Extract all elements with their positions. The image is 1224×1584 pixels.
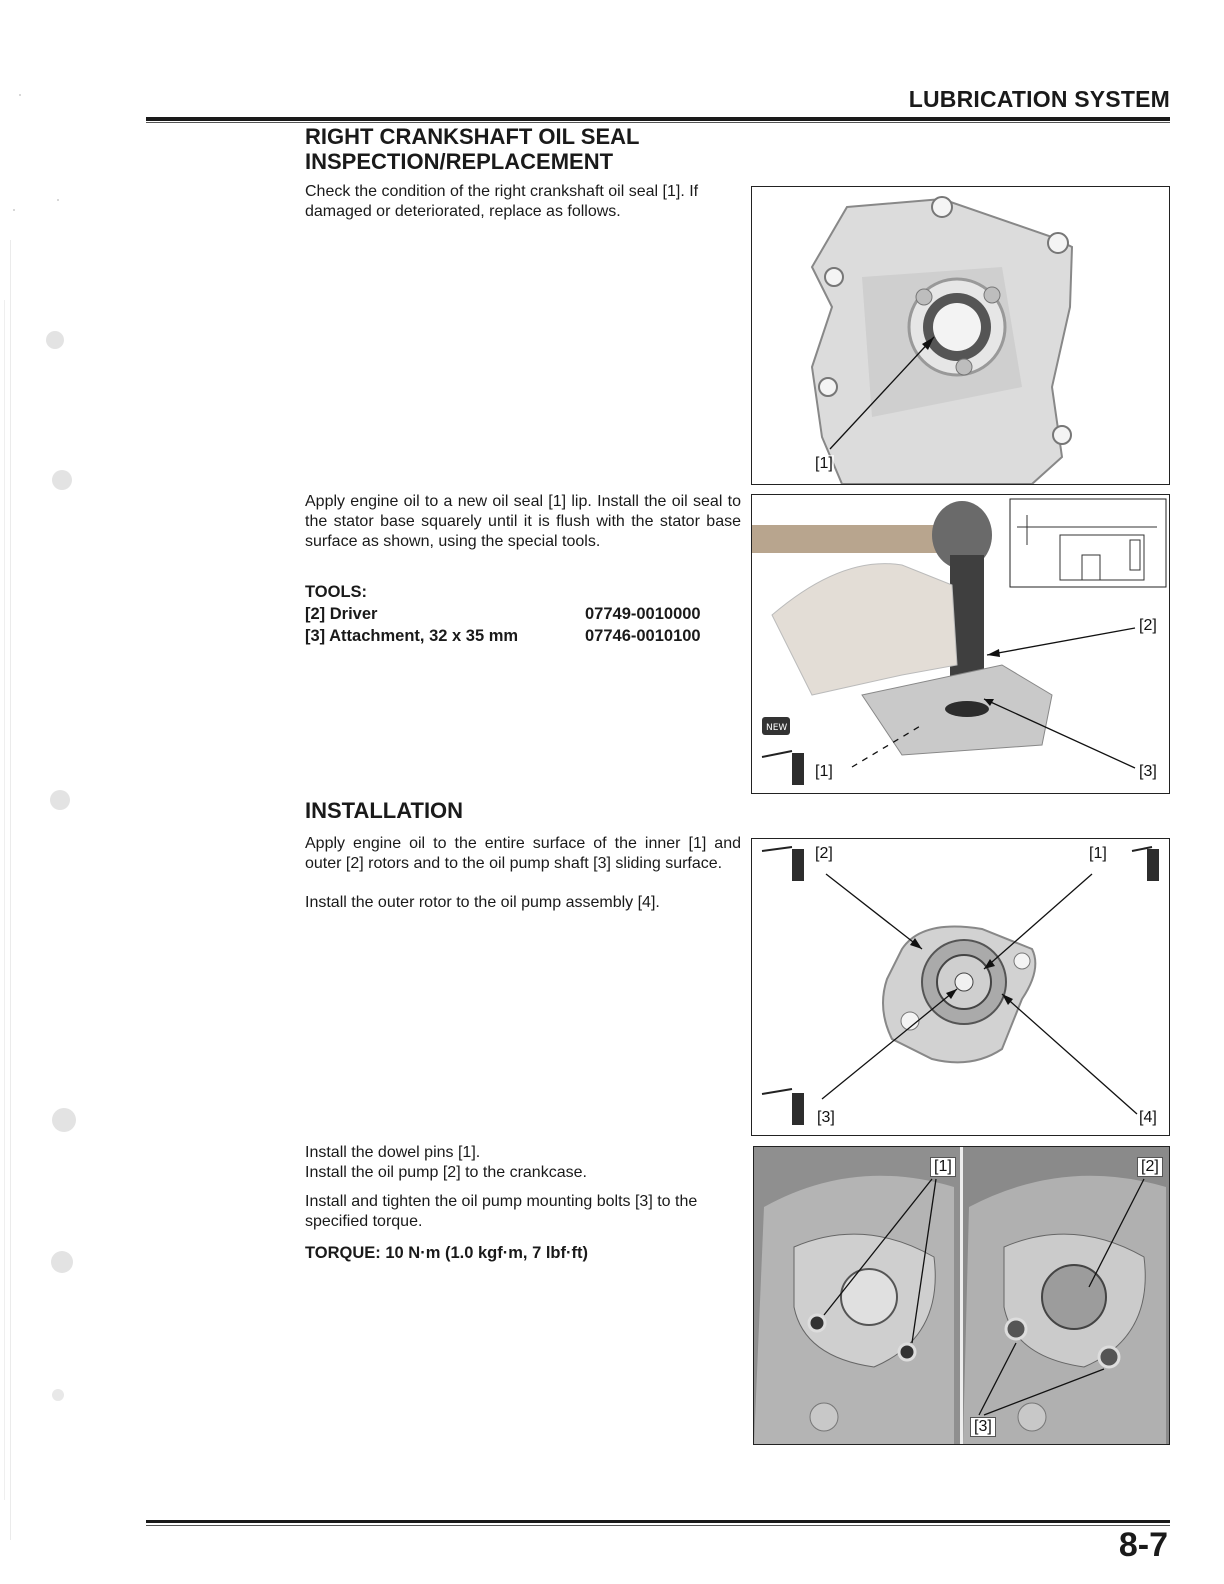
outer-rotor-paragraph: Install the outer rotor to the oil pump assembly [4].	[305, 894, 660, 911]
tool-number: 07746-0010100	[585, 627, 701, 645]
callout-label: [1]	[815, 455, 833, 472]
rotor-oil-paragraph: Apply engine oil to the entire surface of the inner [1] and outer [2] rotors and to the oil pump shaft [3] sliding surface.	[305, 835, 741, 872]
page-number: 8-7	[1118, 1526, 1168, 1564]
seal-title-line2: INSPECTION/REPLACEMENT	[305, 149, 614, 174]
figure-oil-pump-crankcase	[753, 1146, 1170, 1445]
header-rule-thin	[146, 122, 1170, 123]
scan-margin-noise	[0, 0, 100, 1584]
crankcase-illustration	[754, 1147, 1169, 1444]
installation-title: INSTALLATION	[305, 798, 464, 823]
footer-rule	[146, 1520, 1170, 1523]
torque-spec: TORQUE: 10 N·m (1.0 kgf·m, 7 lbf·ft)	[305, 1244, 588, 1262]
callout-label: [2]	[1137, 1157, 1163, 1177]
callout-label: [2]	[1139, 617, 1157, 634]
tool-row	[305, 605, 725, 624]
seal-driver-illustration	[752, 495, 1169, 793]
header-rule	[146, 117, 1170, 121]
tool-number: 07749-0010000	[585, 605, 701, 623]
seal-check-paragraph: Check the condition of the right crankshaft oil seal [1]. If damaged or deteriorated, replace as follows.	[305, 183, 699, 220]
callout-label: [1]	[1089, 845, 1107, 862]
seal-section-title	[305, 124, 639, 174]
tools-heading: TOOLS:	[305, 583, 368, 601]
footer-rule-thin	[146, 1525, 1170, 1526]
figure-seal-driver	[751, 494, 1170, 794]
figure-stator-base	[751, 186, 1170, 485]
callout-label: [2]	[815, 845, 833, 862]
dowel-pins-paragraph: Install the dowel pins [1].	[305, 1144, 481, 1161]
tool-name: [2] Driver	[305, 605, 378, 623]
tool-name: [3] Attachment, 32 x 35 mm	[305, 627, 519, 645]
callout-label: [3]	[970, 1417, 996, 1437]
new-mark: NEW	[766, 723, 788, 733]
tool-row	[305, 627, 725, 646]
callout-label: [4]	[1139, 1109, 1157, 1126]
bolts-paragraph: Install and tighten the oil pump mounting bolts [3] to the specified torque.	[305, 1193, 698, 1230]
callout-label: [1]	[815, 763, 833, 780]
seal-install-paragraph: Apply engine oil to a new oil seal [1] lip. Install the oil seal to the stator base squarely until it is flush with the stator base surface as shown, using the special tools.	[305, 493, 741, 550]
callout-label: [3]	[817, 1109, 835, 1126]
callout-label: [3]	[1139, 763, 1157, 780]
callout-label: [1]	[930, 1157, 956, 1177]
oil-pump-paragraph: Install the oil pump [2] to the crankcase.	[305, 1164, 587, 1181]
seal-title-line1: RIGHT CRANKSHAFT OIL SEAL	[305, 124, 640, 149]
figure-oil-pump-rotors	[751, 838, 1170, 1136]
stator-base-illustration	[752, 187, 1169, 484]
section-header: LUBRICATION SYSTEM	[908, 86, 1170, 112]
oil-pump-rotors-illustration	[752, 839, 1169, 1135]
